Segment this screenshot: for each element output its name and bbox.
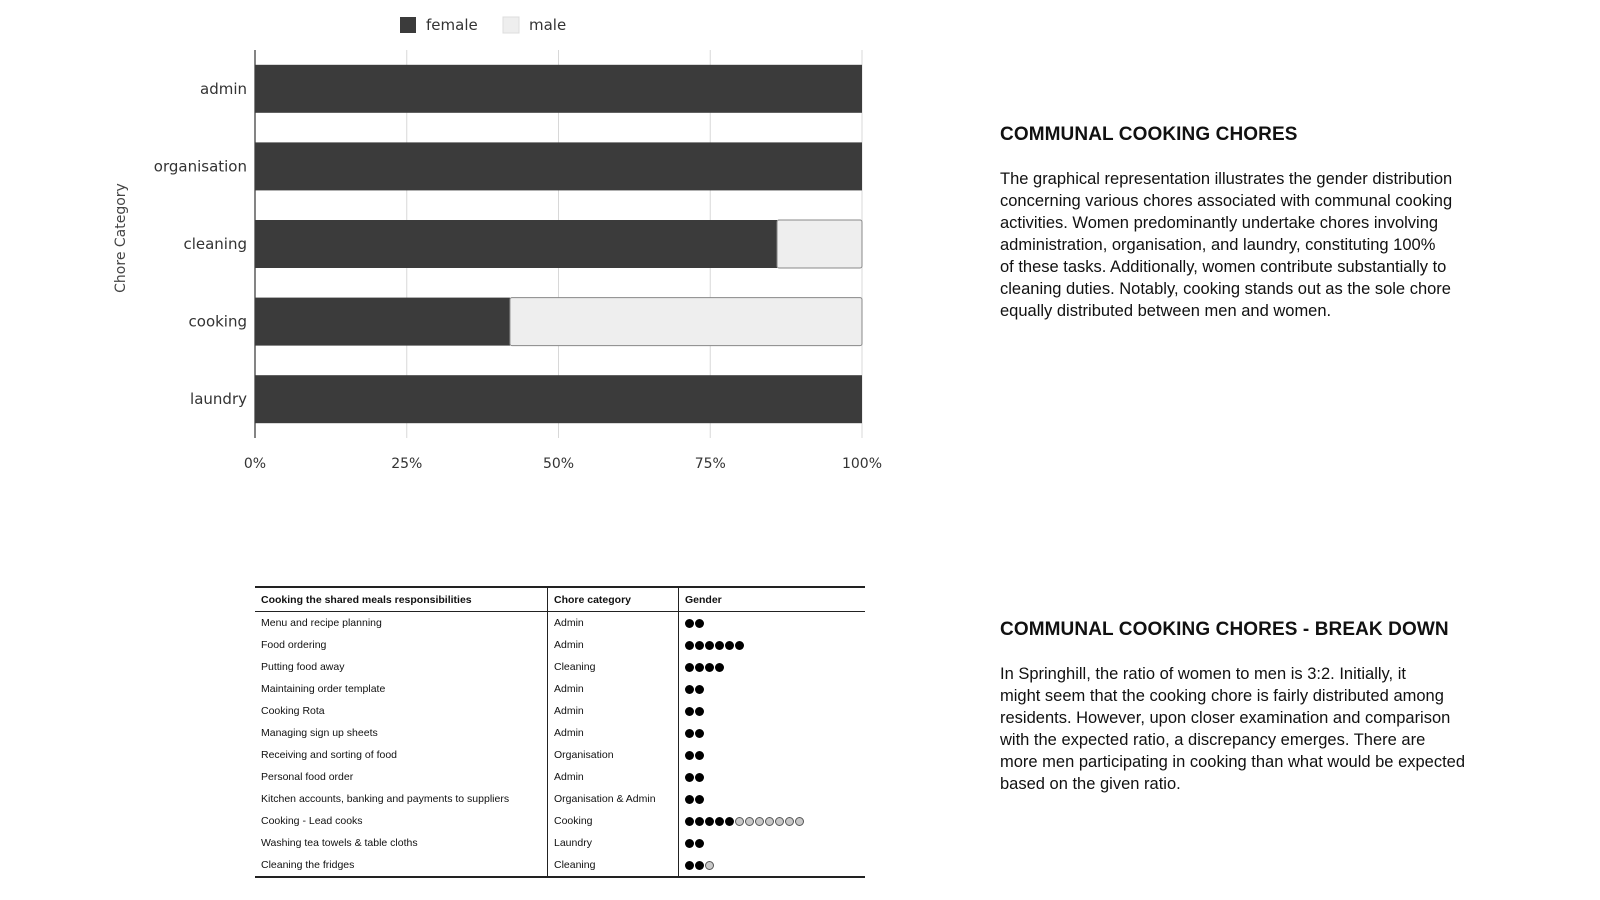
cell-task: Receiving and sorting of food	[255, 744, 548, 766]
section-communal-cooking-chores	[1000, 124, 1540, 322]
female-dot	[695, 663, 704, 672]
female-dot	[705, 817, 714, 826]
female-dot	[695, 751, 704, 760]
male-dot	[785, 817, 794, 826]
cell-gender-dots	[679, 700, 866, 722]
bar-male	[777, 220, 862, 268]
male-dot	[755, 817, 764, 826]
bar-female	[255, 142, 862, 190]
female-dot	[705, 663, 714, 672]
female-dot	[685, 619, 694, 628]
cell-category: Admin	[548, 700, 679, 722]
female-dot	[705, 641, 714, 650]
cell-gender-dots	[679, 722, 866, 744]
y-tick-label: laundry	[190, 390, 247, 409]
female-dot	[695, 641, 704, 650]
bar-female	[255, 298, 510, 346]
female-dot	[715, 817, 724, 826]
cell-gender-dots	[679, 656, 866, 678]
cell-gender-dots	[679, 810, 866, 832]
table-row	[255, 854, 865, 877]
table-row	[255, 810, 865, 832]
male-dot	[775, 817, 784, 826]
cell-gender-dots	[679, 854, 866, 877]
section-body: In Springhill, the ratio of women to men is 3:2. Initially, it might seem that the cooking chore is fairly distributed among residents. However, upon closer examination and comparison with the expected ratio, a discrepancy emerges. There are more men participating in cooking than what would be expected based on the given ratio.	[1000, 665, 1466, 793]
male-dot	[795, 817, 804, 826]
section-heading: COMMUNAL COOKING CHORES - BREAK DOWN	[1000, 619, 1449, 640]
female-dot	[685, 685, 694, 694]
cell-category: Organisation	[548, 744, 679, 766]
section-body: The graphical representation illustrates the gender distribution concerning various chores associated with communal cooking activities. Women predominantly undertake chores involving administration, organisation, and laundry, constituting 100% of these tasks. Additionally, women contribute substantially to cleaning duties. Notably, cooking stands out as the sole chore equally distributed between men and women.	[1000, 170, 1453, 320]
legend-label-female: female	[426, 16, 478, 34]
female-dot	[685, 707, 694, 716]
female-dot	[695, 619, 704, 628]
table-row	[255, 700, 865, 722]
table-row	[255, 656, 865, 678]
female-dot	[685, 663, 694, 672]
x-tick-label: 50%	[542, 456, 575, 472]
section-heading: COMMUNAL COOKING CHORES	[1000, 124, 1298, 145]
cell-category: Laundry	[548, 832, 679, 854]
table-row	[255, 634, 865, 656]
table-row	[255, 678, 865, 700]
table-row	[255, 766, 865, 788]
female-dot	[715, 641, 724, 650]
female-dot	[695, 707, 704, 716]
cell-gender-dots	[679, 788, 866, 810]
cell-category: Admin	[548, 678, 679, 700]
cell-task: Food ordering	[255, 634, 548, 656]
table-header-row	[255, 587, 865, 612]
cell-gender-dots	[679, 634, 866, 656]
x-tick-label: 25%	[391, 456, 423, 472]
x-tick-label: 0%	[243, 456, 267, 472]
female-dot	[695, 685, 704, 694]
cell-task: Cooking - Lead cooks	[255, 810, 548, 832]
female-dot	[695, 839, 704, 848]
female-dot	[695, 795, 704, 804]
table-row	[255, 832, 865, 854]
cell-task: Kitchen accounts, banking and payments to suppliers	[255, 788, 548, 810]
table-row	[255, 744, 865, 766]
cell-category: Admin	[548, 766, 679, 788]
female-dot	[685, 795, 694, 804]
x-tick-label: 100%	[841, 456, 883, 472]
female-dot	[685, 839, 694, 848]
legend-swatch-female	[400, 17, 416, 33]
cell-task: Personal food order	[255, 766, 548, 788]
table-row	[255, 612, 865, 635]
legend-label-male: male	[529, 16, 567, 34]
female-dot	[685, 773, 694, 782]
bar-female	[255, 65, 862, 113]
y-tick-label: cleaning	[183, 235, 247, 253]
cell-gender-dots	[679, 766, 866, 788]
female-dot	[685, 751, 694, 760]
cell-category: Cleaning	[548, 854, 679, 877]
table-row	[255, 788, 865, 810]
bar-female	[255, 220, 777, 268]
bar-male	[510, 298, 862, 346]
cell-task: Cooking Rota	[255, 700, 548, 722]
female-dot	[695, 817, 704, 826]
male-dot	[735, 817, 744, 826]
column-header-gender: Gender	[679, 587, 866, 612]
cell-gender-dots	[679, 832, 866, 854]
female-dot	[695, 729, 704, 738]
y-tick-label: admin	[200, 79, 247, 98]
female-dot	[715, 663, 724, 672]
cell-gender-dots	[679, 612, 866, 635]
cell-task: Managing sign up sheets	[255, 722, 548, 744]
y-axis-title: Chore Category	[113, 183, 129, 293]
female-dot	[695, 773, 704, 782]
section-chores-break-down	[1000, 619, 1540, 795]
male-dot	[705, 861, 714, 870]
cell-category: Admin	[548, 634, 679, 656]
table-row	[255, 722, 865, 744]
female-dot	[725, 817, 734, 826]
y-tick-label: organisation	[153, 157, 247, 176]
female-dot	[685, 861, 694, 870]
responsibilities-table	[255, 586, 865, 878]
cell-task: Putting food away	[255, 656, 548, 678]
female-dot	[725, 641, 734, 650]
cell-gender-dots	[679, 678, 866, 700]
cell-gender-dots	[679, 744, 866, 766]
female-dot	[685, 817, 694, 826]
bar-female	[255, 375, 862, 423]
cell-task: Menu and recipe planning	[255, 612, 548, 635]
cell-category: Admin	[548, 722, 679, 744]
cell-task: Maintaining order template	[255, 678, 548, 700]
x-tick-label: 75%	[694, 456, 726, 472]
female-dot	[695, 861, 704, 870]
female-dot	[735, 641, 744, 650]
cell-category: Admin	[548, 612, 679, 635]
female-dot	[685, 729, 694, 738]
female-dot	[685, 641, 694, 650]
column-header-responsibility: Cooking the shared meals responsibilities	[255, 587, 548, 612]
cell-category: Cooking	[548, 810, 679, 832]
cell-task: Washing tea towels & table cloths	[255, 832, 548, 854]
cell-category: Cleaning	[548, 656, 679, 678]
y-tick-label: cooking	[188, 312, 247, 331]
male-dot	[745, 817, 754, 826]
cell-category: Organisation & Admin	[548, 788, 679, 810]
column-header-category: Chore category	[548, 587, 679, 612]
stacked-bar-chart	[0, 0, 920, 500]
cell-task: Cleaning the fridges	[255, 854, 548, 877]
legend-swatch-male	[503, 17, 519, 33]
male-dot	[765, 817, 774, 826]
